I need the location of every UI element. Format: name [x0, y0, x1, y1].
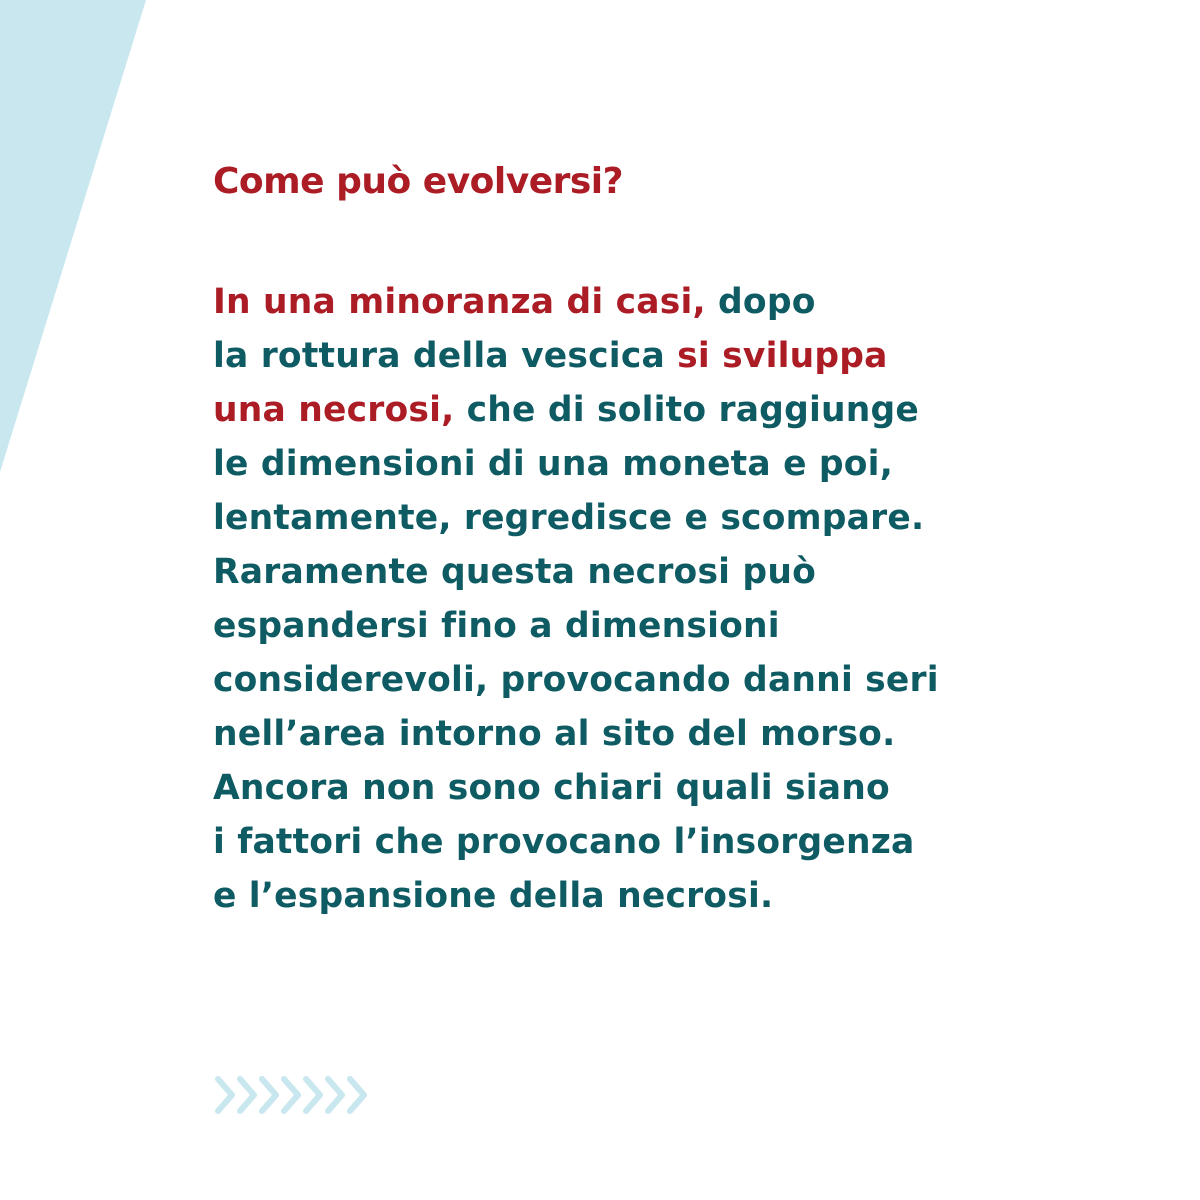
body-text-segment: lentamente, regredisce e scompare.: [213, 498, 925, 538]
chevron-right-icon: [218, 1079, 232, 1111]
chevron-right-icon: [284, 1079, 298, 1111]
body-text-segment: considerevoli, provocando danni seri: [213, 660, 939, 700]
body-text-segment: dopo: [705, 282, 816, 322]
body-line: [213, 275, 1013, 329]
body-text-segment: espandersi fino a dimensioni: [213, 606, 780, 646]
body-line: [213, 815, 1013, 869]
body-text-segment: che di solito raggiunge: [454, 390, 920, 430]
body-line: [213, 545, 1013, 599]
body-text-segment: e l’espansione della necrosi.: [213, 876, 774, 916]
chevron-right-icon: [240, 1079, 254, 1111]
chevron-right-icon: [306, 1079, 320, 1111]
body-line: [213, 329, 1013, 383]
body-text-segment: le dimensioni di una moneta e poi,: [213, 444, 894, 484]
decorative-corner-shape: [0, 0, 150, 480]
highlighted-text: una necrosi,: [213, 390, 455, 430]
body-line: [213, 383, 1013, 437]
chevrons-decoration: [214, 1075, 384, 1115]
section-heading: Come può evolversi?: [213, 161, 624, 202]
body-text-segment: i fattori che provocano l’insorgenza: [213, 822, 915, 862]
body-text-segment: nell’area intorno al sito del morso.: [213, 714, 896, 754]
body-paragraph: [213, 275, 1013, 923]
body-line: [213, 653, 1013, 707]
body-line: [213, 599, 1013, 653]
corner-polygon: [0, 0, 146, 472]
body-line: [213, 491, 1013, 545]
body-line: [213, 761, 1013, 815]
highlighted-text: In una minoranza di casi,: [213, 282, 706, 322]
chevron-right-icon: [350, 1079, 364, 1111]
body-text-segment: Ancora non sono chiari quali siano: [213, 768, 890, 808]
highlighted-text: si sviluppa: [677, 336, 888, 376]
chevron-right-icon: [328, 1079, 342, 1111]
body-text-segment: la rottura della vescica: [213, 336, 678, 376]
body-line: [213, 437, 1013, 491]
body-text-segment: Raramente questa necrosi può: [213, 552, 816, 592]
body-line: [213, 707, 1013, 761]
chevron-right-icon: [262, 1079, 276, 1111]
body-line: [213, 869, 1013, 923]
